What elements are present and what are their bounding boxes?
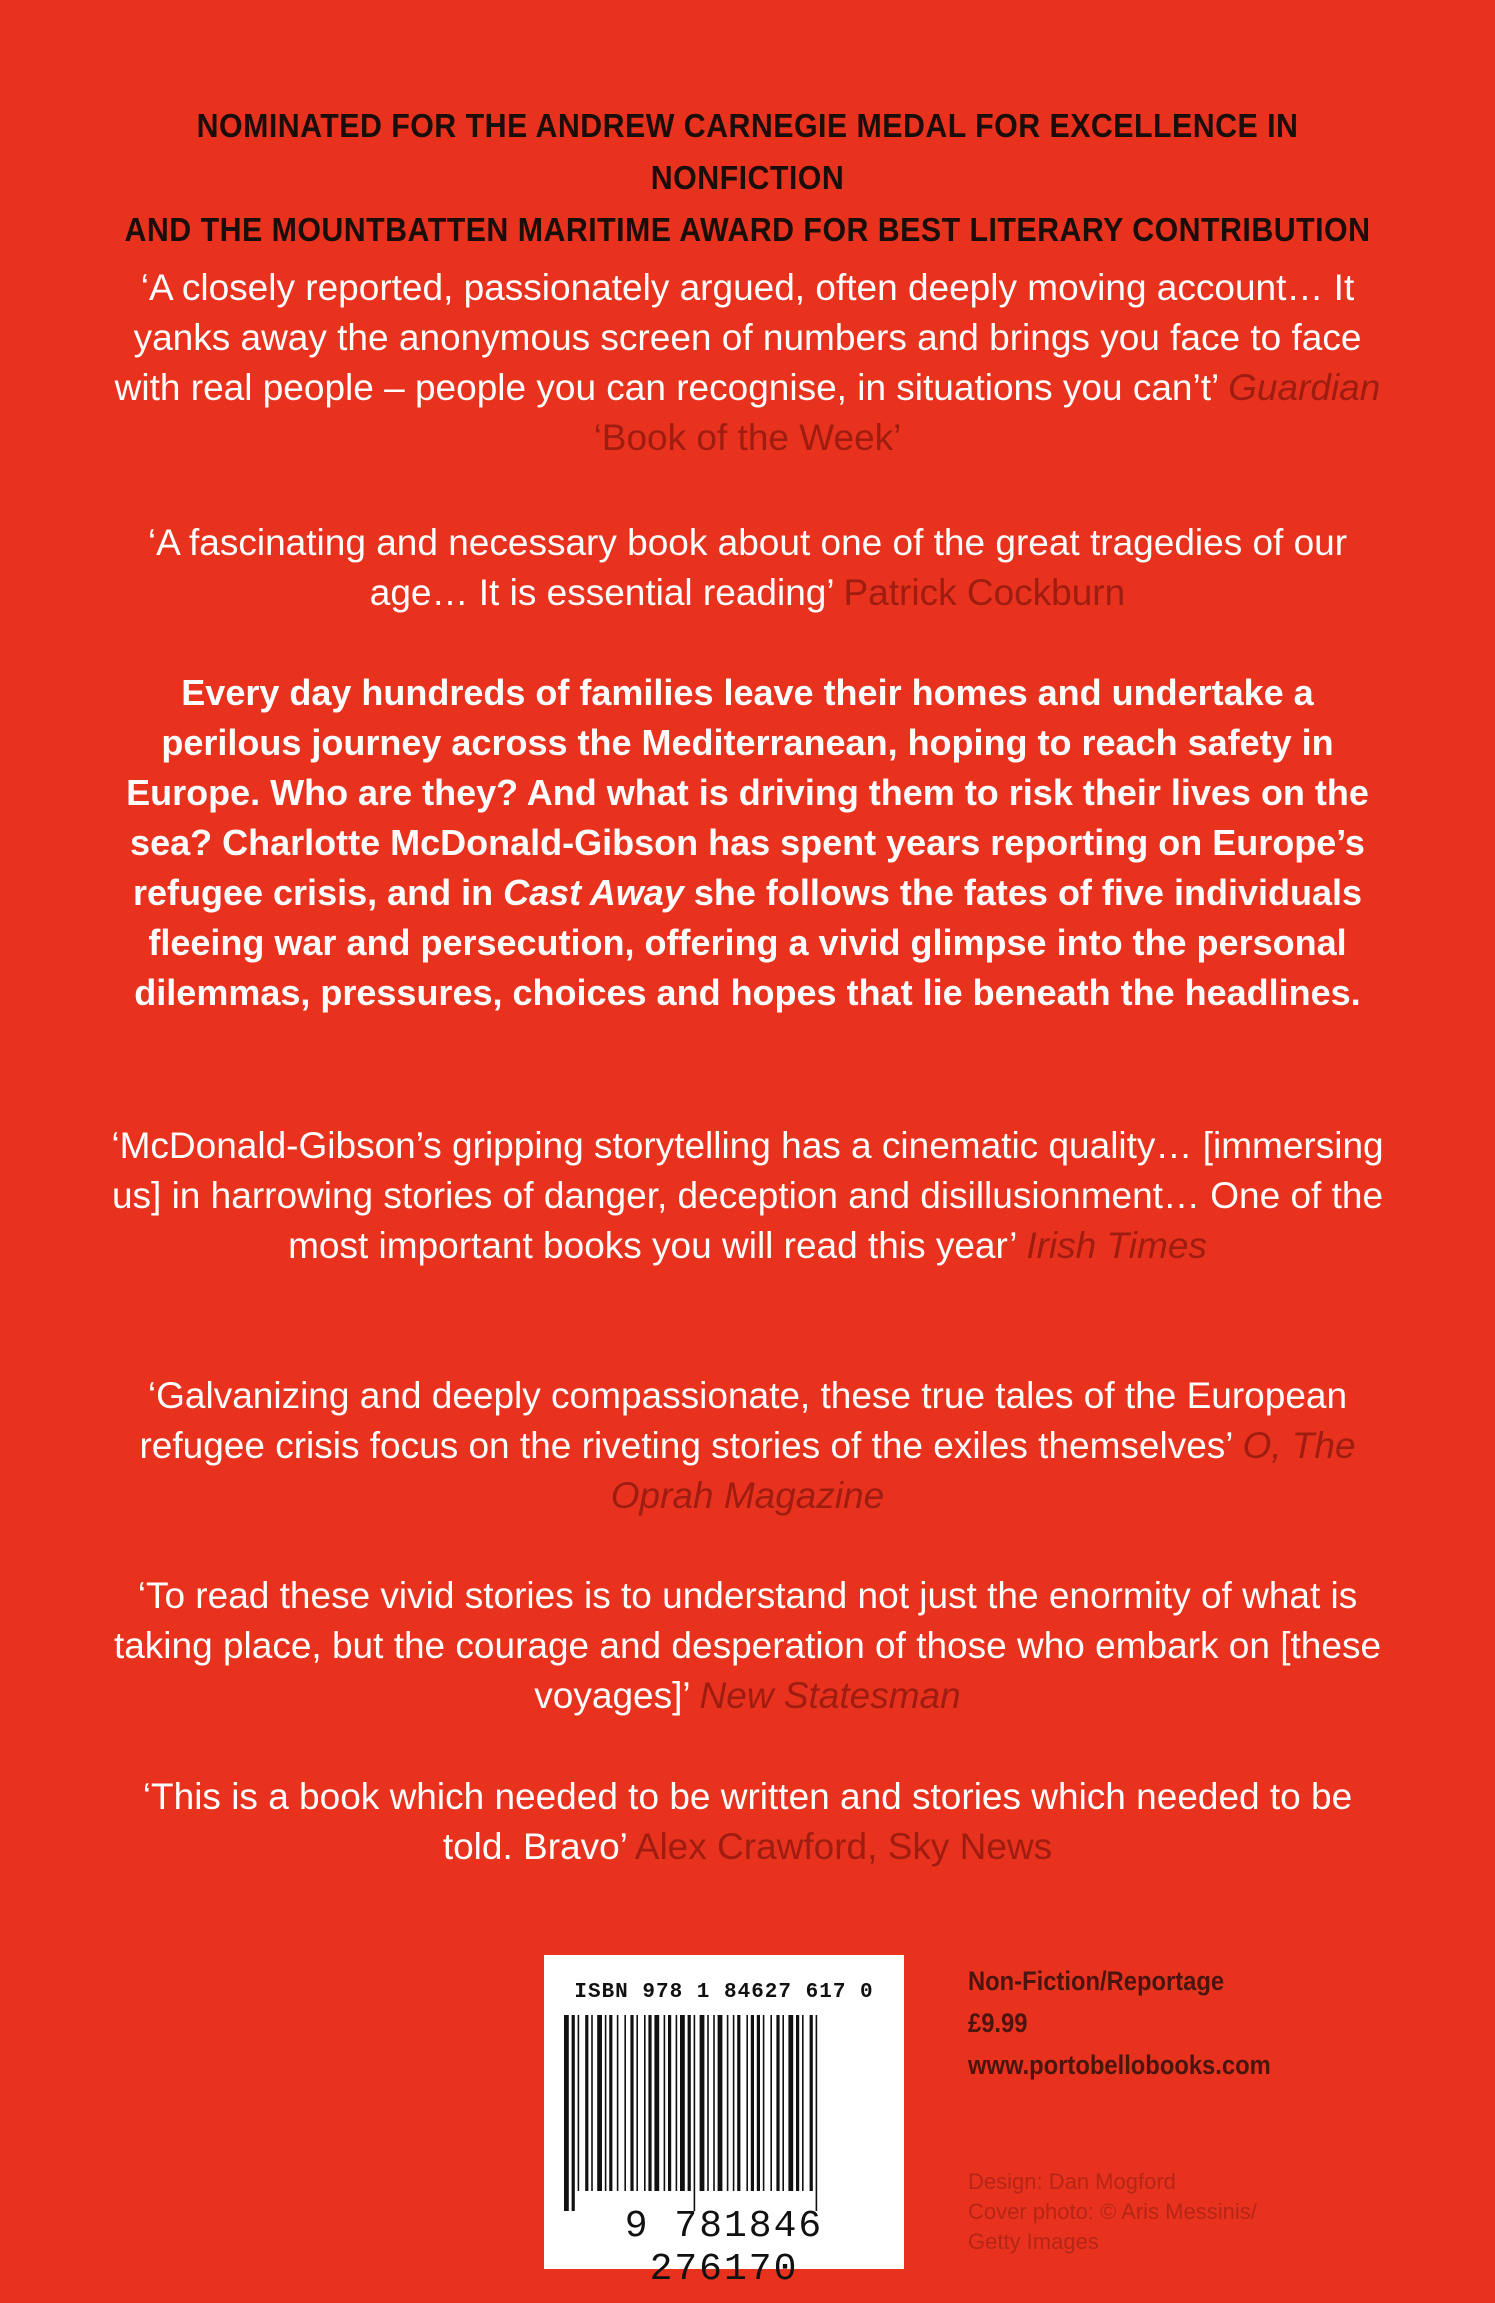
- quote-source: Guardian: [1228, 367, 1381, 408]
- photo-credit-line-2: Getty Images: [968, 2229, 1099, 2254]
- quote-guardian: [110, 263, 1385, 463]
- quote-source: Irish Times: [1026, 1225, 1207, 1266]
- blurb-text-end: she follows the fates of five individuals fleeing war and persecution, offering a vivid glimpse into the personal dilemmas, pressures, choices and hopes that lie beneath the headlines.: [134, 872, 1362, 1013]
- publisher-info: [968, 1960, 1285, 2086]
- nomination-line-1: NOMINATED FOR THE ANDREW CARNEGIE MEDAL FOR EXCELLENCE IN NONFICTION: [196, 107, 1299, 196]
- quote-text: ‘A closely reported, passionately argued, often deeply moving account… It yanks away the anonymous screen of numbers and brings you face to face with real people – people you can recognise, in situations you can’t’: [114, 267, 1362, 408]
- photo-credit-line-1: Cover photo: © Aris Messinis/: [968, 2199, 1257, 2224]
- book-title: Cast Away: [503, 872, 684, 913]
- quote-cockburn: [110, 518, 1385, 618]
- nomination-line-2: AND THE MOUNTBATTEN MARITIME AWARD FOR BEST LITERARY CONTRIBUTION: [124, 211, 1371, 248]
- blurb-text-start: Every day hundreds of families leave their homes and undertake a perilous journey across the Mediterranean, hoping to reach safety in Europe. Who are they? And what is driving them to risk their lives on the sea? Charlotte McDonald-Gibson has spent years reporting on Europe’s refugee crisis, and in: [126, 672, 1369, 913]
- quote-source: Alex Crawford, Sky News: [634, 1826, 1053, 1867]
- nomination-heading: [115, 100, 1380, 256]
- quote-sky-news: [110, 1772, 1385, 1872]
- cover-credits: [968, 2167, 1328, 2257]
- barcode-number: 9 781846 276170: [624, 2205, 824, 2291]
- quote-source: Patrick Cockburn: [843, 572, 1126, 613]
- quote-irish-times: [110, 1121, 1385, 1271]
- quote-source: New Statesman: [699, 1675, 961, 1716]
- quote-oprah: [110, 1371, 1385, 1521]
- publisher-website: www.portobellobooks.com: [968, 2050, 1271, 2080]
- quote-text: ‘McDonald-Gibson’s gripping storytelling has a cinematic quality… [immersing us] in harrowing stories of danger, deception and disillusionment… One of the most important books you will read this year’: [111, 1125, 1384, 1266]
- barcode-icon: [564, 2015, 884, 2211]
- book-blurb: [120, 668, 1375, 1018]
- quote-new-statesman: [110, 1571, 1385, 1721]
- barcode-panel: [544, 1955, 904, 2291]
- quote-text: ‘A fascinating and necessary book about one of the great tragedies of our age… It is essential reading’: [147, 522, 1348, 613]
- quote-source-detail: ‘Book of the Week’: [593, 417, 902, 458]
- design-credit: Design: Dan Mogford: [968, 2169, 1176, 2194]
- quote-source: O, The Oprah Magazine: [610, 1425, 1356, 1516]
- quote-text: ‘To read these vivid stories is to understand not just the enormity of what is taking place, but the courage and desperation of those who embark on [these voyages]’: [113, 1575, 1382, 1716]
- quote-text: ‘Galvanizing and deeply compassionate, these true tales of the European refugee crisis focus on the riveting stories of the exiles themselves’: [139, 1375, 1348, 1466]
- quote-text: ‘This is a book which needed to be written and stories which needed to be told. Bravo’: [142, 1776, 1353, 1867]
- isbn-label: ISBN 978 1 84627 617 0: [574, 1981, 874, 2004]
- book-category: Non-Fiction/Reportage: [968, 1966, 1225, 1996]
- book-price: £9.99: [968, 2008, 1028, 2038]
